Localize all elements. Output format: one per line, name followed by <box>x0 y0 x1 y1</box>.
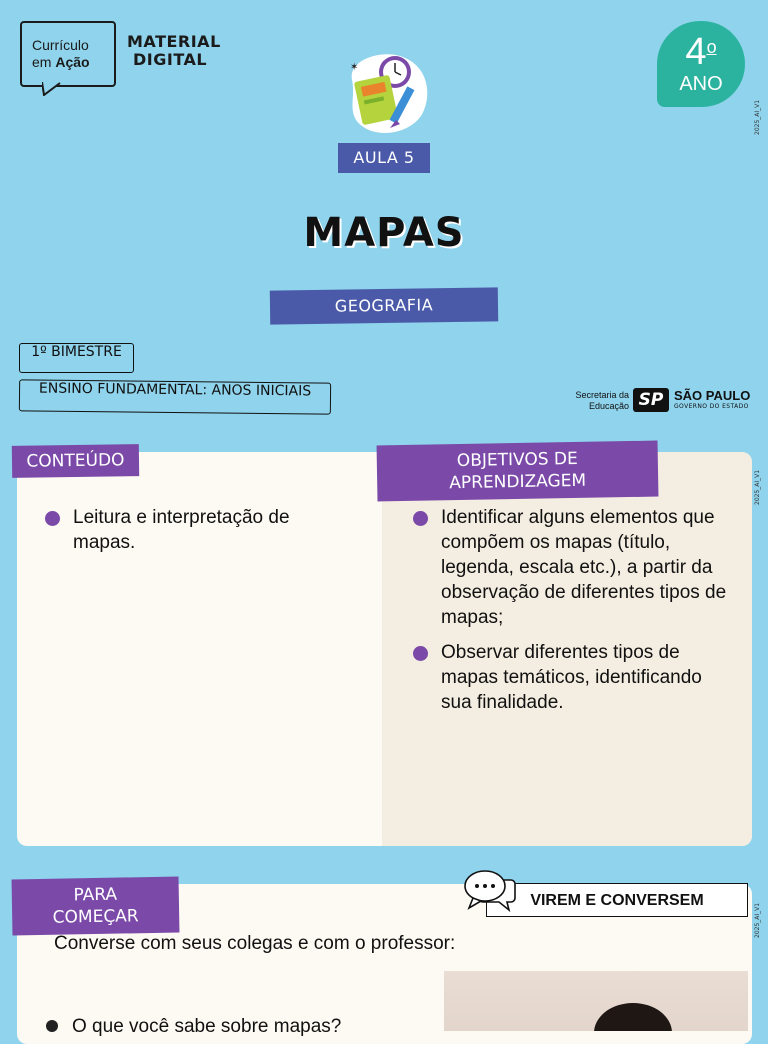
ensino-tag: ENSINO FUNDAMENTAL: ANOS INICIAIS <box>19 379 331 414</box>
converse-prompt: Converse com seus colegas e com o professor: <box>54 933 456 954</box>
curriculo-em-acao-logo <box>20 21 116 87</box>
bullet-icon <box>413 646 428 661</box>
question-item: O que você sabe sobre mapas? <box>46 1016 341 1038</box>
page-title: MAPAS <box>303 210 465 256</box>
list-item: Leitura e interpretação de mapas. <box>45 505 345 555</box>
student-photo <box>444 971 748 1031</box>
list-item: Observar diferentes tipos de mapas temáticos, identificando sua finalidade. <box>413 640 733 715</box>
objetivos-tag: OBJETIVOS DE APRENDIZAGEM <box>377 441 659 502</box>
lesson-number-tag: AULA 5 <box>338 143 430 173</box>
para-comecar-tag: PARA COMEÇAR <box>12 877 180 936</box>
grade-badge: 4$^o$ ANO <box>657 21 745 107</box>
side-code: 2025_AI_V1 <box>754 902 761 938</box>
brand-line2: em Ação <box>32 54 90 70</box>
subject-tag: GEOGRAFIA <box>270 287 498 324</box>
bullet-icon <box>413 511 428 526</box>
objetivos-list <box>413 505 733 725</box>
conteudo-tag: CONTEÚDO <box>12 444 139 478</box>
side-code: 2025_AI_V1 <box>754 469 761 505</box>
conteudo-list <box>45 505 345 565</box>
side-code: 2025_AI_V1 <box>754 99 761 135</box>
study-illustration-icon <box>340 50 430 136</box>
bimestre-tag: 1º BIMESTRE <box>19 343 134 373</box>
student-head <box>594 1003 672 1031</box>
brand-line1: Currículo <box>32 37 89 53</box>
chat-bubbles-icon <box>463 868 517 914</box>
bullet-icon <box>45 511 60 526</box>
sao-paulo-government-logo: Secretaria da Educação SP SÃO PAULO GOVERNO DO ESTADO <box>575 388 751 411</box>
svg-text:✶: ✶ <box>350 62 359 73</box>
list-item: Identificar alguns elementos que compõem os mapas (título, legenda, escala etc.), a partir da observação de diferentes tipos de mapas; <box>413 505 733 630</box>
material-digital-logo: MATERIAL DIGITAL <box>127 32 221 69</box>
speech-tail-icon <box>42 82 62 96</box>
bullet-icon <box>46 1020 58 1032</box>
virem-e-conversem-banner: VIREM E CONVERSEM <box>486 883 748 917</box>
